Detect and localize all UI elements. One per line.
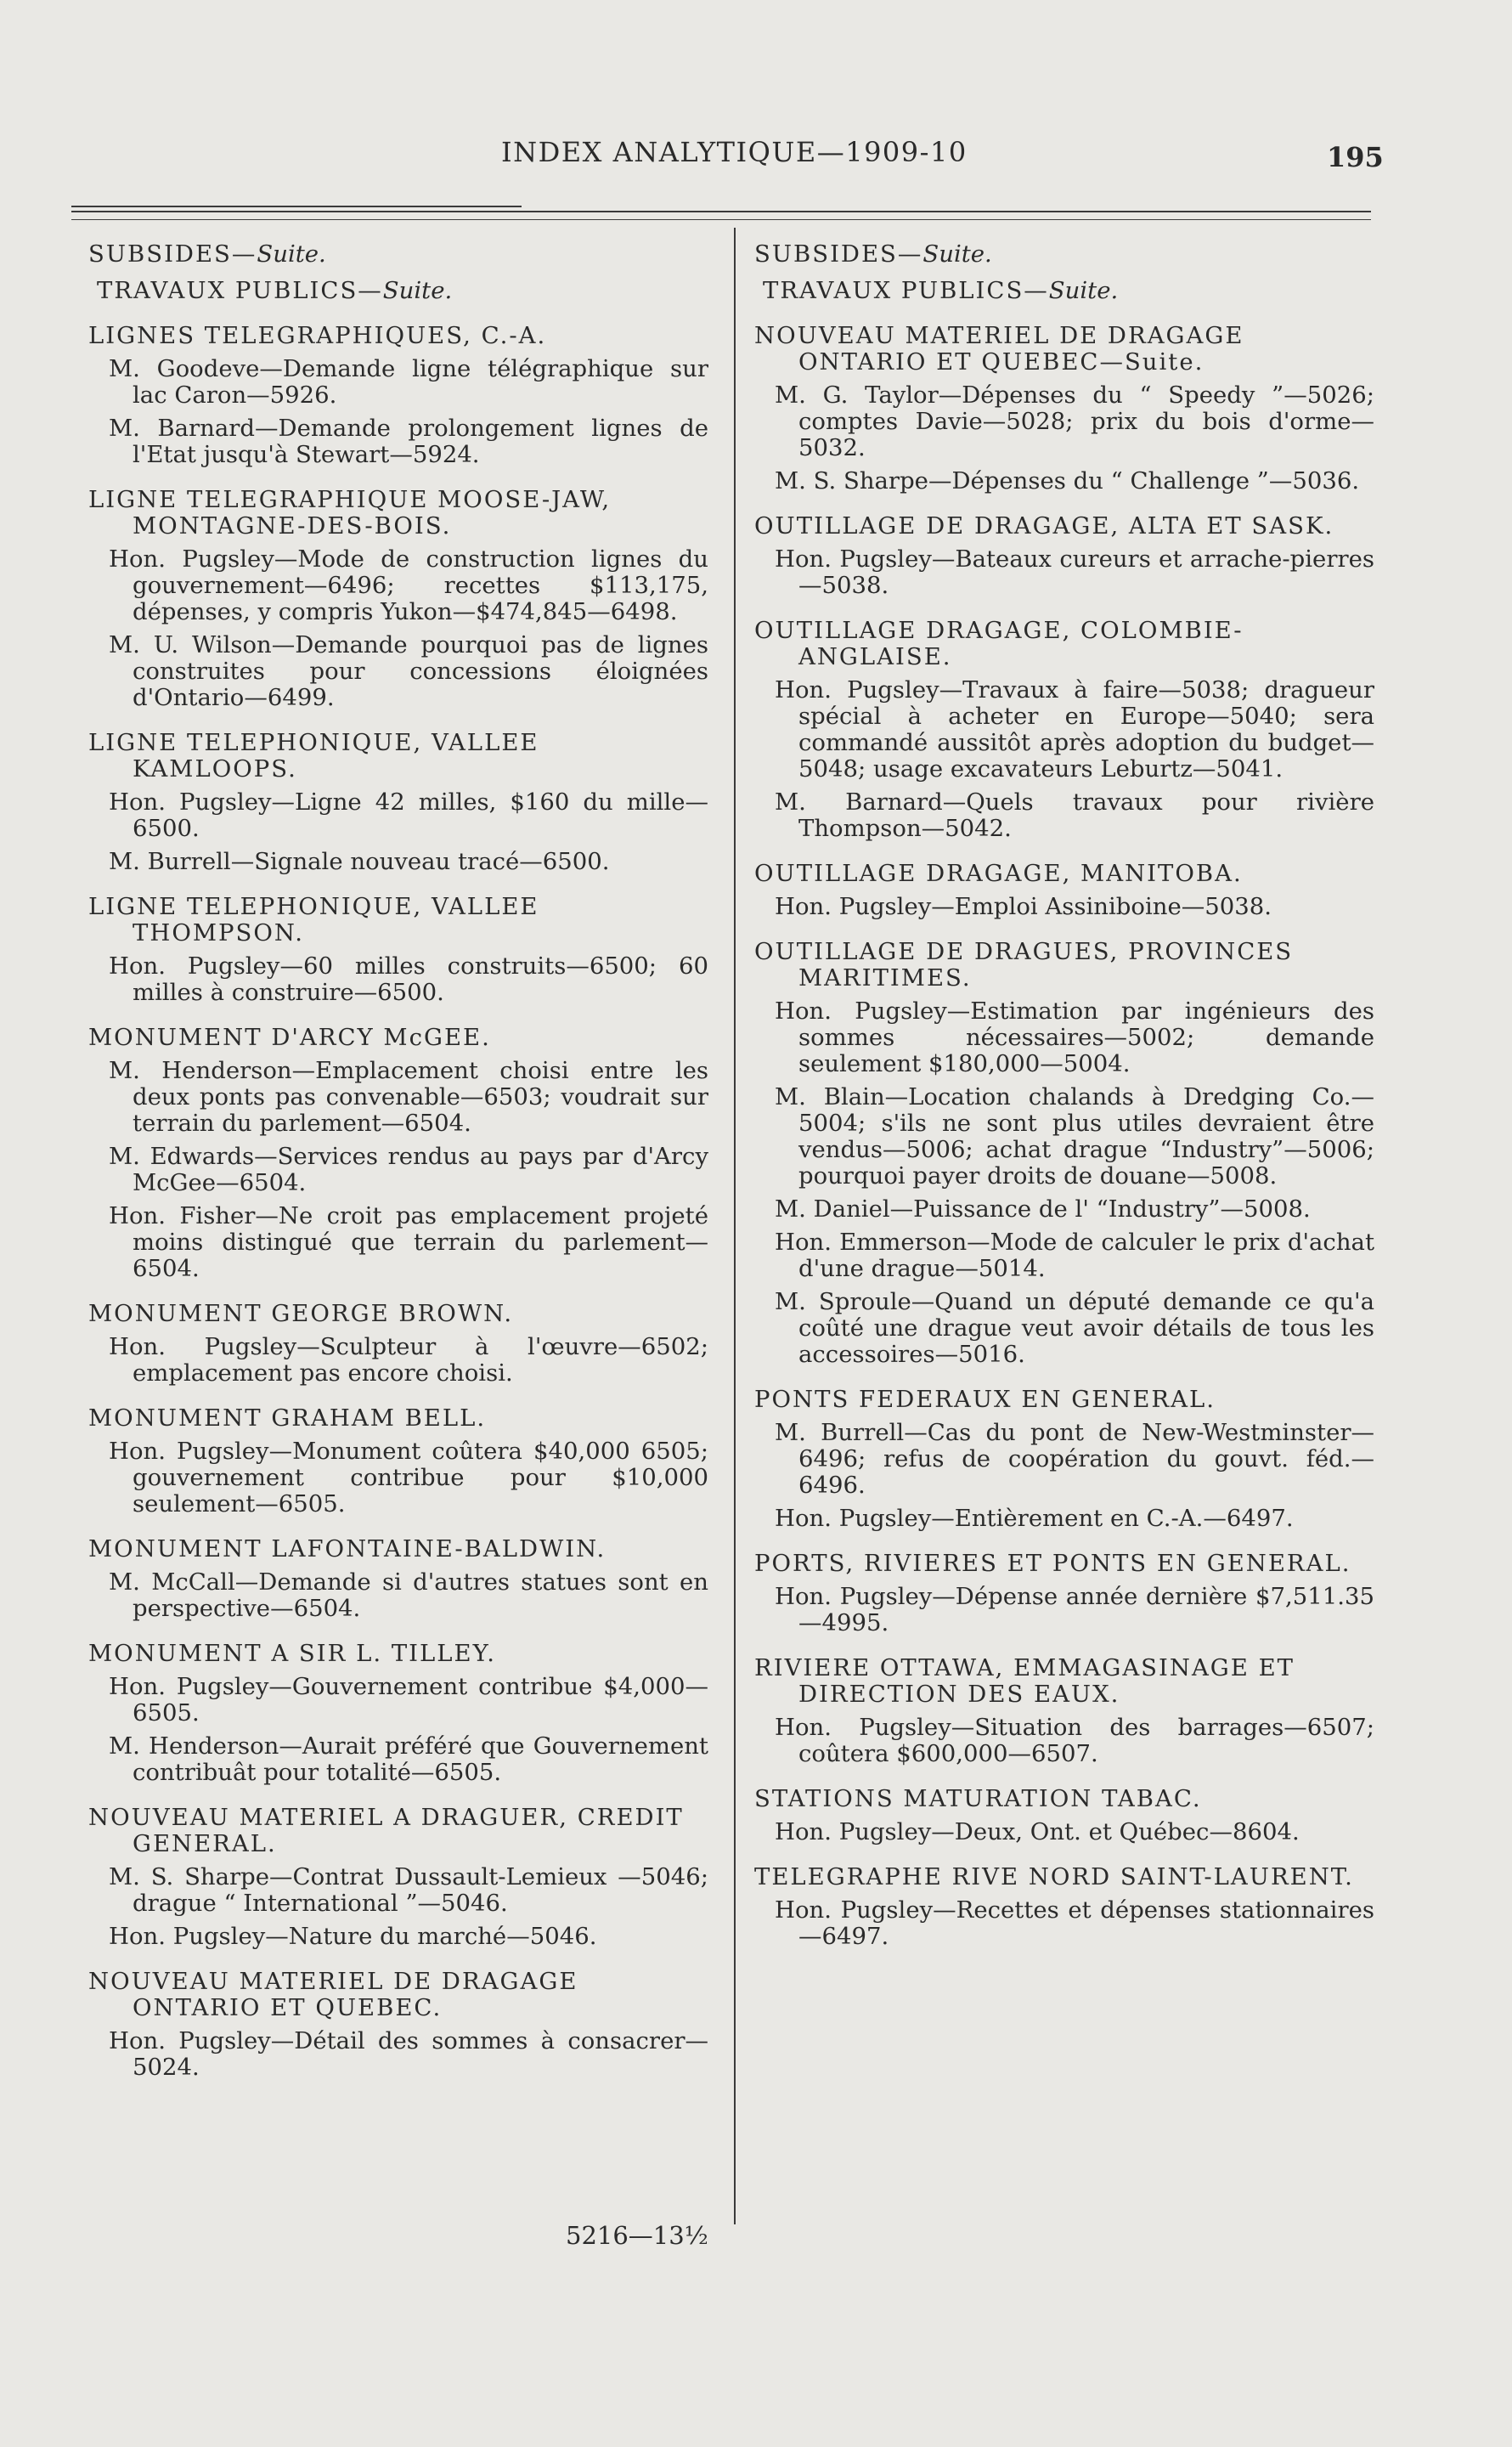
index-entry: Hon. Pugsley—Mode de construction lignes du gouvernement—6496; recettes $113,175, dépenses, y compris Yukon—$474,845—6498. xyxy=(109,545,708,625)
index-heading: PONTS FEDERAUX EN GENERAL. xyxy=(754,1386,1216,1413)
index-entry: M. Burrell—Signale nouveau tracé—6500. xyxy=(109,848,610,875)
index-entry: M. McCall—Demande si d'autres statues sont en perspective—6504. xyxy=(109,1568,708,1622)
continued-heading: SUBSIDES—Suite. xyxy=(754,240,992,268)
index-entry: Hon. Pugsley—Deux, Ont. et Québec—8604. xyxy=(775,1818,1300,1845)
running-title: INDEX ANALYTIQUE—1909-10 xyxy=(501,136,968,168)
column-divider xyxy=(734,228,736,2224)
index-entry: M. S. Sharpe—Contrat Dussault-Lemieux —5046; drague “ International ”—5046. xyxy=(109,1863,708,1917)
printer-signature: 5216—13½ xyxy=(566,2221,708,2250)
index-entry: Hon. Pugsley—Recettes et dépenses stationnaires—6497. xyxy=(775,1896,1374,1950)
index-heading: STATIONS MATURATION TABAC. xyxy=(754,1785,1202,1812)
index-heading: NOUVEAU MATERIEL A DRAGUER, CREDIT GENERAL. xyxy=(88,1804,684,1857)
index-entry: M. Blain—Location chalands à Dredging Co.—5004; s'ils ne sont plus utiles devraient être vendus—5006; achat drague “Industry”—5006; pourquoi payer droits de douane—5008. xyxy=(775,1083,1374,1190)
right-column xyxy=(754,241,1374,1957)
index-entry: Hon. Pugsley—Dépense année dernière $7,511.35—4995. xyxy=(775,1583,1374,1636)
index-heading: MONUMENT GRAHAM BELL. xyxy=(88,1404,487,1432)
index-heading: OUTILLAGE DE DRAGUES, PROVINCES MARITIMES. xyxy=(754,938,1294,992)
index-entry: Hon. Fisher—Ne croit pas emplacement projeté moins distingué que terrain du parlement—6504. xyxy=(109,1202,708,1282)
index-entry: M. Barnard—Quels travaux pour rivière Thompson—5042. xyxy=(775,788,1374,842)
index-entry: Hon. Emmerson—Mode de calculer le prix d'achat d'une drague—5014. xyxy=(775,1229,1374,1282)
index-heading: MONUMENT A SIR L. TILLEY. xyxy=(88,1640,496,1667)
header-rule xyxy=(71,211,1371,212)
index-entry: M. Henderson—Emplacement choisi entre les deux ponts pas convenable—6503; voudrait sur terrain du parlement—6504. xyxy=(109,1057,708,1137)
running-head xyxy=(0,136,1512,173)
index-heading: MONUMENT LAFONTAINE-BALDWIN. xyxy=(88,1535,606,1563)
index-entry: Hon. Pugsley—Sculpteur à l'œuvre—6502; emplacement pas encore choisi. xyxy=(109,1333,708,1387)
index-entry: Hon. Pugsley—Entièrement en C.-A.—6497. xyxy=(775,1505,1294,1532)
index-heading: MONUMENT GEORGE BROWN. xyxy=(88,1300,514,1327)
page-number: 195 xyxy=(1327,141,1384,173)
index-entry: Hon. Pugsley—Gouvernement contribue $4,000—6505. xyxy=(109,1673,708,1726)
index-heading: OUTILLAGE DRAGAGE, COLOMBIE-ANGLAISE. xyxy=(754,617,1244,670)
index-heading: TELEGRAPHE RIVE NORD SAINT-LAURENT. xyxy=(754,1863,1354,1890)
index-heading: RIVIERE OTTAWA, EMMAGASINAGE ET DIRECTION DES EAUX. xyxy=(754,1654,1295,1708)
index-heading: MONUMENT D'ARCY McGEE. xyxy=(88,1024,491,1051)
index-entry: M. Goodeve—Demande ligne télégraphique sur lac Caron—5926. xyxy=(109,355,708,409)
index-entry: M. Daniel—Puissance de l' “Industry”—5008. xyxy=(775,1195,1311,1223)
index-entry: Hon. Pugsley—Bateaux cureurs et arrache-pierres—5038. xyxy=(775,545,1374,599)
left-column xyxy=(88,241,708,2088)
index-entry: M. S. Sharpe—Dépenses du “ Challenge ”—5036. xyxy=(775,467,1360,494)
index-heading: NOUVEAU MATERIEL DE DRAGAGE ONTARIO ET QUEBEC. xyxy=(88,1968,578,2021)
index-entry: Hon. Pugsley—Détail des sommes à consacrer—5024. xyxy=(109,2027,708,2081)
index-entry: Hon. Pugsley—Nature du marché—5046. xyxy=(109,1923,597,1950)
index-heading: NOUVEAU MATERIEL DE DRAGAGE ONTARIO ET QUEBEC—Suite. xyxy=(754,322,1244,376)
continued-heading: SUBSIDES—Suite. xyxy=(88,240,326,268)
index-heading: OUTILLAGE DRAGAGE, MANITOBA. xyxy=(754,860,1243,887)
index-heading: LIGNE TELEPHONIQUE, VALLEE THOMPSON. xyxy=(88,893,539,947)
index-entry: Hon. Pugsley—Ligne 42 milles, $160 du mille—6500. xyxy=(109,788,708,842)
index-heading: LIGNE TELEGRAPHIQUE MOOSE-JAW, MONTAGNE-DES-BOIS. xyxy=(88,486,612,540)
index-heading: LIGNE TELEPHONIQUE, VALLEE KAMLOOPS. xyxy=(88,729,539,783)
index-heading: PORTS, RIVIERES ET PONTS EN GENERAL. xyxy=(754,1550,1351,1577)
index-heading: OUTILLAGE DE DRAGAGE, ALTA ET SASK. xyxy=(754,512,1334,540)
index-entry: M. Barnard—Demande prolongement lignes de l'Etat jusqu'à Stewart—5924. xyxy=(109,415,708,468)
index-entry: Hon. Pugsley—Travaux à faire—5038; dragueur spécial à acheter en Europe—5040; sera commandé aussitôt après adoption du budget—5048; usage excavateurs Leburtz—5041. xyxy=(775,676,1374,783)
index-entry: Hon. Pugsley—Emploi Assiniboine—5038. xyxy=(775,893,1272,920)
index-entry: M. Edwards—Services rendus au pays par d'Arcy McGee—6504. xyxy=(109,1143,708,1196)
header-rule-thin xyxy=(71,219,1371,220)
index-entry: M. Henderson—Aurait préféré que Gouvernement contribuât pour totalité—6505. xyxy=(109,1732,708,1786)
index-entry: M. U. Wilson—Demande pourquoi pas de lignes construites pour concessions éloignées d'Ontario—6499. xyxy=(109,631,708,711)
index-entry: Hon. Pugsley—Situation des barrages—6507; coûtera $600,000—6507. xyxy=(775,1714,1374,1767)
index-entry: M. Burrell—Cas du pont de New-Westminster—6496; refus de coopération du gouvt. féd.—6496. xyxy=(775,1419,1374,1499)
index-entry: Hon. Pugsley—Monument coûtera $40,000 6505; gouvernement contribue pour $10,000 seulement—6505. xyxy=(109,1438,708,1517)
index-entry: M. G. Taylor—Dépenses du “ Speedy ”—5026; comptes Davie—5028; prix du bois d'orme—5032. xyxy=(775,381,1374,461)
continued-heading: TRAVAUX PUBLICS—Suite. xyxy=(763,277,1119,304)
index-heading: LIGNES TELEGRAPHIQUES, C.-A. xyxy=(88,322,547,349)
index-entry: Hon. Pugsley—Estimation par ingénieurs des sommes nécessaires—5002; demande seulement $180,000—5004. xyxy=(775,997,1374,1077)
header-rule-short xyxy=(71,206,522,207)
index-entry: Hon. Pugsley—60 milles construits—6500; 60 milles à construire—6500. xyxy=(109,952,708,1006)
continued-heading: TRAVAUX PUBLICS—Suite. xyxy=(97,277,453,304)
index-entry: M. Sproule—Quand un député demande ce qu'a coûté une drague veut avoir détails de tous les accessoires—5016. xyxy=(775,1288,1374,1368)
